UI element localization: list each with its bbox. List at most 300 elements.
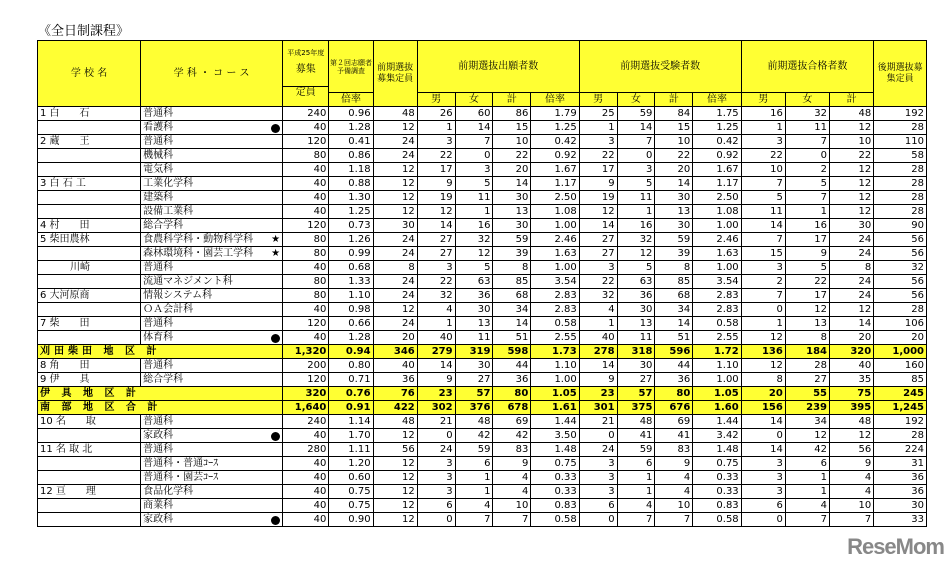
value-cell: 30 bbox=[830, 219, 874, 233]
course-label: 情報システム科 bbox=[143, 289, 213, 301]
value-cell: 3 bbox=[741, 135, 785, 149]
value-cell: 40 bbox=[283, 429, 329, 443]
value-cell: 14 bbox=[493, 317, 531, 331]
value-cell: 57 bbox=[617, 387, 655, 401]
value-cell: 0.96 bbox=[329, 107, 373, 121]
value-cell: 12 bbox=[579, 205, 617, 219]
value-cell: 20 bbox=[741, 387, 785, 401]
subtotal-label: 南 部 地 区 合 計 bbox=[38, 401, 283, 415]
table-row bbox=[38, 163, 927, 177]
value-cell: 40 bbox=[283, 485, 329, 499]
value-cell: 80 bbox=[283, 275, 329, 289]
value-cell: 192 bbox=[874, 107, 927, 121]
subtotal-label: 刈田柴田 地 区 計 bbox=[38, 345, 283, 359]
value-cell: 120 bbox=[283, 373, 329, 387]
value-cell: 4 bbox=[655, 485, 693, 499]
value-cell: 39 bbox=[655, 247, 693, 261]
school-cell bbox=[38, 121, 141, 135]
value-cell: 0 bbox=[741, 429, 785, 443]
value-cell: 0.41 bbox=[329, 135, 373, 149]
value-cell: 0.88 bbox=[329, 177, 373, 191]
value-cell: 320 bbox=[830, 345, 874, 359]
course-cell bbox=[141, 135, 283, 149]
value-cell: 7 bbox=[617, 513, 655, 527]
table-row bbox=[38, 443, 927, 457]
value-cell: 4 bbox=[455, 499, 493, 513]
value-cell: 9 bbox=[579, 177, 617, 191]
kouki-capacity-header: 後期選抜募集定員 bbox=[874, 41, 927, 107]
value-cell: 1 bbox=[785, 205, 829, 219]
value-cell: 42 bbox=[455, 429, 493, 443]
value-cell: 14 bbox=[617, 121, 655, 135]
table-row bbox=[38, 261, 927, 275]
value-cell: 3 bbox=[617, 163, 655, 177]
value-cell: 1,640 bbox=[283, 401, 329, 415]
value-cell: 80 bbox=[655, 387, 693, 401]
value-cell: 200 bbox=[283, 359, 329, 373]
value-cell: 10 bbox=[655, 135, 693, 149]
value-cell: 1 bbox=[455, 485, 493, 499]
value-cell: 160 bbox=[874, 359, 927, 373]
capacity-header: 平成25年度 募集 定員 bbox=[283, 41, 329, 107]
value-cell: 4 bbox=[417, 303, 455, 317]
value-cell: 12 bbox=[373, 457, 417, 471]
value-cell: 3 bbox=[455, 163, 493, 177]
value-cell: 4 bbox=[579, 303, 617, 317]
value-cell: 58 bbox=[874, 149, 927, 163]
value-cell: 40 bbox=[283, 177, 329, 191]
table-row bbox=[38, 485, 927, 499]
value-cell: 0.94 bbox=[329, 345, 373, 359]
value-cell: 5 bbox=[785, 177, 829, 191]
app-male-header: 男 bbox=[417, 93, 455, 107]
value-cell: 20 bbox=[874, 331, 927, 345]
value-cell: 676 bbox=[655, 401, 693, 415]
value-cell: 12 bbox=[373, 121, 417, 135]
star-icon: ★ bbox=[271, 233, 281, 245]
value-cell: 240 bbox=[283, 107, 329, 121]
value-cell: 21 bbox=[417, 415, 455, 429]
course-label: 森林環境科・園芸工学科 bbox=[143, 247, 254, 259]
value-cell: 36 bbox=[874, 471, 927, 485]
value-cell: 120 bbox=[283, 219, 329, 233]
course-cell bbox=[141, 485, 283, 499]
value-cell: 30 bbox=[493, 191, 531, 205]
school-cell: 5 柴田農林 bbox=[38, 233, 141, 247]
survey-ratio-header: 倍率 bbox=[329, 93, 373, 107]
value-cell: 24 bbox=[373, 289, 417, 303]
course-cell bbox=[141, 429, 283, 443]
value-cell: 16 bbox=[741, 107, 785, 121]
value-cell: 7 bbox=[830, 513, 874, 527]
value-cell: 1 bbox=[617, 485, 655, 499]
value-cell: 0.58 bbox=[693, 513, 741, 527]
value-cell: 0.75 bbox=[329, 499, 373, 513]
value-cell: 19 bbox=[579, 191, 617, 205]
value-cell: 1.05 bbox=[531, 387, 579, 401]
table-row bbox=[38, 499, 927, 513]
value-cell: 1 bbox=[417, 317, 455, 331]
value-cell: 0.42 bbox=[531, 135, 579, 149]
value-cell: 1.70 bbox=[329, 429, 373, 443]
value-cell: 40 bbox=[579, 331, 617, 345]
course-label: ＯＡ会計科 bbox=[143, 303, 194, 315]
value-cell: 48 bbox=[373, 107, 417, 121]
value-cell: 32 bbox=[617, 233, 655, 247]
value-cell: 11 bbox=[741, 205, 785, 219]
value-cell: 2.55 bbox=[693, 331, 741, 345]
school-cell bbox=[38, 303, 141, 317]
value-cell: 2.50 bbox=[531, 191, 579, 205]
value-cell: 40 bbox=[283, 261, 329, 275]
value-cell: 28 bbox=[874, 303, 927, 317]
value-cell: 63 bbox=[617, 275, 655, 289]
value-cell: 59 bbox=[455, 443, 493, 457]
value-cell: 59 bbox=[493, 233, 531, 247]
school-cell bbox=[38, 457, 141, 471]
course-label: 普通科 bbox=[143, 107, 174, 119]
value-cell: 0.99 bbox=[329, 247, 373, 261]
value-cell: 1 bbox=[455, 471, 493, 485]
value-cell: 0.91 bbox=[329, 401, 373, 415]
value-cell: 56 bbox=[874, 247, 927, 261]
value-cell: 1.28 bbox=[329, 331, 373, 345]
value-cell: 40 bbox=[283, 303, 329, 317]
table-row bbox=[38, 107, 927, 121]
value-cell: 83 bbox=[493, 443, 531, 457]
value-cell: 85 bbox=[655, 275, 693, 289]
value-cell: 1.08 bbox=[693, 205, 741, 219]
course-cell bbox=[141, 457, 283, 471]
course-cell bbox=[141, 499, 283, 513]
value-cell: 14 bbox=[741, 415, 785, 429]
subtotal-row bbox=[38, 401, 927, 415]
table-row bbox=[38, 247, 927, 261]
value-cell: 10 bbox=[830, 135, 874, 149]
value-cell: 30 bbox=[373, 219, 417, 233]
school-cell: 10 名 取 bbox=[38, 415, 141, 429]
value-cell: 7 bbox=[455, 513, 493, 527]
value-cell: 12 bbox=[617, 247, 655, 261]
value-cell: 376 bbox=[455, 401, 493, 415]
value-cell: 12 bbox=[417, 205, 455, 219]
value-cell: 22 bbox=[417, 275, 455, 289]
value-cell: 0.92 bbox=[693, 149, 741, 163]
value-cell: 39 bbox=[493, 247, 531, 261]
value-cell: 0.71 bbox=[329, 373, 373, 387]
pass-total-header: 計 bbox=[830, 93, 874, 107]
value-cell: 0.75 bbox=[693, 457, 741, 471]
value-cell: 1.28 bbox=[329, 121, 373, 135]
value-cell: 51 bbox=[655, 331, 693, 345]
value-cell: 80 bbox=[283, 149, 329, 163]
value-cell: 68 bbox=[493, 289, 531, 303]
value-cell: 22 bbox=[655, 149, 693, 163]
value-cell: 5 bbox=[741, 191, 785, 205]
value-cell: 28 bbox=[874, 177, 927, 191]
value-cell: 2.46 bbox=[693, 233, 741, 247]
value-cell: 22 bbox=[830, 149, 874, 163]
value-cell: 22 bbox=[493, 149, 531, 163]
value-cell: 4 bbox=[617, 499, 655, 513]
value-cell: 21 bbox=[579, 415, 617, 429]
value-cell: 30 bbox=[493, 219, 531, 233]
value-cell: 1 bbox=[785, 485, 829, 499]
value-cell: 0 bbox=[741, 513, 785, 527]
course-label: 食品化学科 bbox=[143, 485, 194, 497]
value-cell: 1.14 bbox=[329, 415, 373, 429]
value-cell: 11 bbox=[617, 331, 655, 345]
value-cell: 20 bbox=[373, 331, 417, 345]
dot-icon bbox=[271, 516, 280, 525]
course-cell bbox=[141, 359, 283, 373]
value-cell: 56 bbox=[874, 233, 927, 247]
value-cell: 20 bbox=[655, 163, 693, 177]
value-cell: 184 bbox=[785, 345, 829, 359]
value-cell: 302 bbox=[417, 401, 455, 415]
course-cell bbox=[141, 513, 283, 527]
watermark-logo: ReseMom bbox=[847, 534, 944, 559]
subtotal-row bbox=[38, 345, 927, 359]
value-cell: 28 bbox=[785, 359, 829, 373]
value-cell: 6 bbox=[455, 457, 493, 471]
value-cell: 0.90 bbox=[329, 513, 373, 527]
exam-male-header: 男 bbox=[579, 93, 617, 107]
value-cell: 22 bbox=[579, 149, 617, 163]
value-cell: 0.73 bbox=[329, 219, 373, 233]
school-cell: 4 村 田 bbox=[38, 219, 141, 233]
value-cell: 1.00 bbox=[693, 261, 741, 275]
value-cell: 10 bbox=[493, 499, 531, 513]
value-cell: 59 bbox=[617, 443, 655, 457]
value-cell: 40 bbox=[283, 191, 329, 205]
school-cell: 川崎 bbox=[38, 261, 141, 275]
exam-female-header: 女 bbox=[617, 93, 655, 107]
value-cell: 2.83 bbox=[531, 289, 579, 303]
school-cell: 11 名 取 北 bbox=[38, 443, 141, 457]
value-cell: 5 bbox=[455, 261, 493, 275]
passed-header: 前期選抜合格者数 bbox=[741, 41, 874, 93]
value-cell: 68 bbox=[655, 289, 693, 303]
value-cell: 1.00 bbox=[531, 261, 579, 275]
value-cell: 76 bbox=[373, 387, 417, 401]
value-cell: 28 bbox=[874, 205, 927, 219]
value-cell: 12 bbox=[830, 303, 874, 317]
value-cell: 3.50 bbox=[531, 429, 579, 443]
value-cell: 4 bbox=[785, 499, 829, 513]
star-icon: ★ bbox=[271, 247, 281, 259]
value-cell: 27 bbox=[579, 233, 617, 247]
zenki-capacity-header: 前期選抜募集定員 bbox=[373, 41, 417, 107]
value-cell: 32 bbox=[417, 289, 455, 303]
value-cell: 7 bbox=[493, 513, 531, 527]
value-cell: 59 bbox=[617, 107, 655, 121]
value-cell: 16 bbox=[785, 219, 829, 233]
value-cell: 40 bbox=[283, 457, 329, 471]
value-cell: 0.33 bbox=[531, 471, 579, 485]
value-cell: 69 bbox=[493, 415, 531, 429]
value-cell: 22 bbox=[741, 149, 785, 163]
school-cell bbox=[38, 191, 141, 205]
value-cell: 192 bbox=[874, 415, 927, 429]
value-cell: 17 bbox=[579, 163, 617, 177]
value-cell: 42 bbox=[785, 443, 829, 457]
value-cell: 3.54 bbox=[693, 275, 741, 289]
value-cell: 8 bbox=[741, 373, 785, 387]
value-cell: 1.44 bbox=[693, 415, 741, 429]
app-female-header: 女 bbox=[455, 93, 493, 107]
value-cell: 9 bbox=[579, 373, 617, 387]
value-cell: 0.60 bbox=[329, 471, 373, 485]
value-cell: 0.75 bbox=[531, 457, 579, 471]
value-cell: 26 bbox=[417, 107, 455, 121]
value-cell: 12 bbox=[373, 177, 417, 191]
value-cell: 33 bbox=[874, 513, 927, 527]
value-cell: 320 bbox=[283, 387, 329, 401]
value-cell: 6 bbox=[417, 499, 455, 513]
school-cell: 7 柴 田 bbox=[38, 317, 141, 331]
value-cell: 0.58 bbox=[693, 317, 741, 331]
value-cell: 0 bbox=[417, 513, 455, 527]
value-cell: 48 bbox=[830, 107, 874, 121]
value-cell: 4 bbox=[830, 485, 874, 499]
value-cell: 27 bbox=[455, 373, 493, 387]
value-cell: 0.66 bbox=[329, 317, 373, 331]
page-caption: 《全日制課程》 bbox=[38, 24, 130, 39]
table-row bbox=[38, 415, 927, 429]
value-cell: 40 bbox=[283, 205, 329, 219]
value-cell: 2 bbox=[741, 275, 785, 289]
value-cell: 69 bbox=[655, 415, 693, 429]
table-row bbox=[38, 121, 927, 135]
value-cell: 30 bbox=[655, 219, 693, 233]
value-cell: 7 bbox=[655, 513, 693, 527]
value-cell: 59 bbox=[655, 233, 693, 247]
value-cell: 596 bbox=[655, 345, 693, 359]
value-cell: 7 bbox=[785, 135, 829, 149]
course-header: 学 科 ・ コ ー ス bbox=[141, 41, 283, 107]
course-label: 普通科 bbox=[143, 135, 174, 147]
value-cell: 80 bbox=[283, 247, 329, 261]
value-cell: 4 bbox=[830, 471, 874, 485]
value-cell: 2.83 bbox=[693, 289, 741, 303]
value-cell: 1.25 bbox=[329, 205, 373, 219]
value-cell: 30 bbox=[874, 499, 927, 513]
value-cell: 11 bbox=[785, 121, 829, 135]
table-row bbox=[38, 177, 927, 191]
value-cell: 0.98 bbox=[329, 303, 373, 317]
school-cell: 6 大河原商 bbox=[38, 289, 141, 303]
value-cell: 22 bbox=[579, 275, 617, 289]
course-label: 普通科 bbox=[143, 443, 174, 455]
value-cell: 1.17 bbox=[531, 177, 579, 191]
value-cell: 110 bbox=[874, 135, 927, 149]
school-cell: 12 亘 理 bbox=[38, 485, 141, 499]
app-ratio-header: 倍率 bbox=[531, 93, 579, 107]
course-label: 家政科 bbox=[143, 429, 174, 441]
value-cell: 2.46 bbox=[531, 233, 579, 247]
value-cell: 85 bbox=[874, 373, 927, 387]
value-cell: 12 bbox=[373, 191, 417, 205]
value-cell: 3 bbox=[579, 457, 617, 471]
value-cell: 3 bbox=[579, 261, 617, 275]
value-cell: 0.33 bbox=[531, 485, 579, 499]
value-cell: 1.08 bbox=[531, 205, 579, 219]
value-cell: 0 bbox=[741, 303, 785, 317]
value-cell: 3 bbox=[741, 457, 785, 471]
value-cell: 1.63 bbox=[531, 247, 579, 261]
value-cell: 30 bbox=[455, 359, 493, 373]
value-cell: 17 bbox=[785, 233, 829, 247]
value-cell: 7 bbox=[741, 177, 785, 191]
value-cell: 3 bbox=[741, 485, 785, 499]
course-label: 商業科 bbox=[143, 499, 174, 511]
value-cell: 12 bbox=[373, 303, 417, 317]
dot-icon bbox=[271, 334, 280, 343]
value-cell: 1,245 bbox=[874, 401, 927, 415]
value-cell: 44 bbox=[493, 359, 531, 373]
value-cell: 1.73 bbox=[531, 345, 579, 359]
value-cell: 7 bbox=[741, 233, 785, 247]
value-cell: 1.00 bbox=[693, 219, 741, 233]
table-row bbox=[38, 191, 927, 205]
value-cell: 1.67 bbox=[693, 163, 741, 177]
course-cell bbox=[141, 443, 283, 457]
value-cell: 14 bbox=[417, 219, 455, 233]
value-cell: 1.26 bbox=[329, 233, 373, 247]
value-cell: 395 bbox=[830, 401, 874, 415]
value-cell: 40 bbox=[283, 499, 329, 513]
value-cell: 56 bbox=[373, 443, 417, 457]
value-cell: 10 bbox=[741, 163, 785, 177]
value-cell: 48 bbox=[830, 415, 874, 429]
value-cell: 0.68 bbox=[329, 261, 373, 275]
school-cell bbox=[38, 331, 141, 345]
value-cell: 0.58 bbox=[531, 317, 579, 331]
course-label: 体育科 bbox=[143, 331, 174, 343]
value-cell: 8 bbox=[373, 261, 417, 275]
table-row bbox=[38, 289, 927, 303]
subtotal-row bbox=[38, 387, 927, 401]
school-header: 学 校 名 bbox=[38, 41, 141, 107]
value-cell: 8 bbox=[830, 261, 874, 275]
value-cell: 1.33 bbox=[329, 275, 373, 289]
value-cell: 3 bbox=[417, 457, 455, 471]
value-cell: 1 bbox=[579, 317, 617, 331]
value-cell: 7 bbox=[741, 289, 785, 303]
value-cell: 35 bbox=[830, 373, 874, 387]
value-cell: 1.00 bbox=[531, 373, 579, 387]
value-cell: 1 bbox=[741, 317, 785, 331]
value-cell: 598 bbox=[493, 345, 531, 359]
value-cell: 22 bbox=[785, 275, 829, 289]
value-cell: 41 bbox=[655, 429, 693, 443]
table-row bbox=[38, 233, 927, 247]
value-cell: 1.48 bbox=[693, 443, 741, 457]
value-cell: 24 bbox=[579, 443, 617, 457]
value-cell: 28 bbox=[874, 429, 927, 443]
course-label: 普通科 bbox=[143, 415, 174, 427]
value-cell: 1.75 bbox=[693, 107, 741, 121]
value-cell: 51 bbox=[493, 331, 531, 345]
value-cell: 1.25 bbox=[693, 121, 741, 135]
value-cell: 27 bbox=[417, 233, 455, 247]
value-cell: 0.83 bbox=[531, 499, 579, 513]
value-cell: 80 bbox=[493, 387, 531, 401]
value-cell: 0.80 bbox=[329, 359, 373, 373]
value-cell: 28 bbox=[874, 163, 927, 177]
value-cell: 20 bbox=[830, 331, 874, 345]
